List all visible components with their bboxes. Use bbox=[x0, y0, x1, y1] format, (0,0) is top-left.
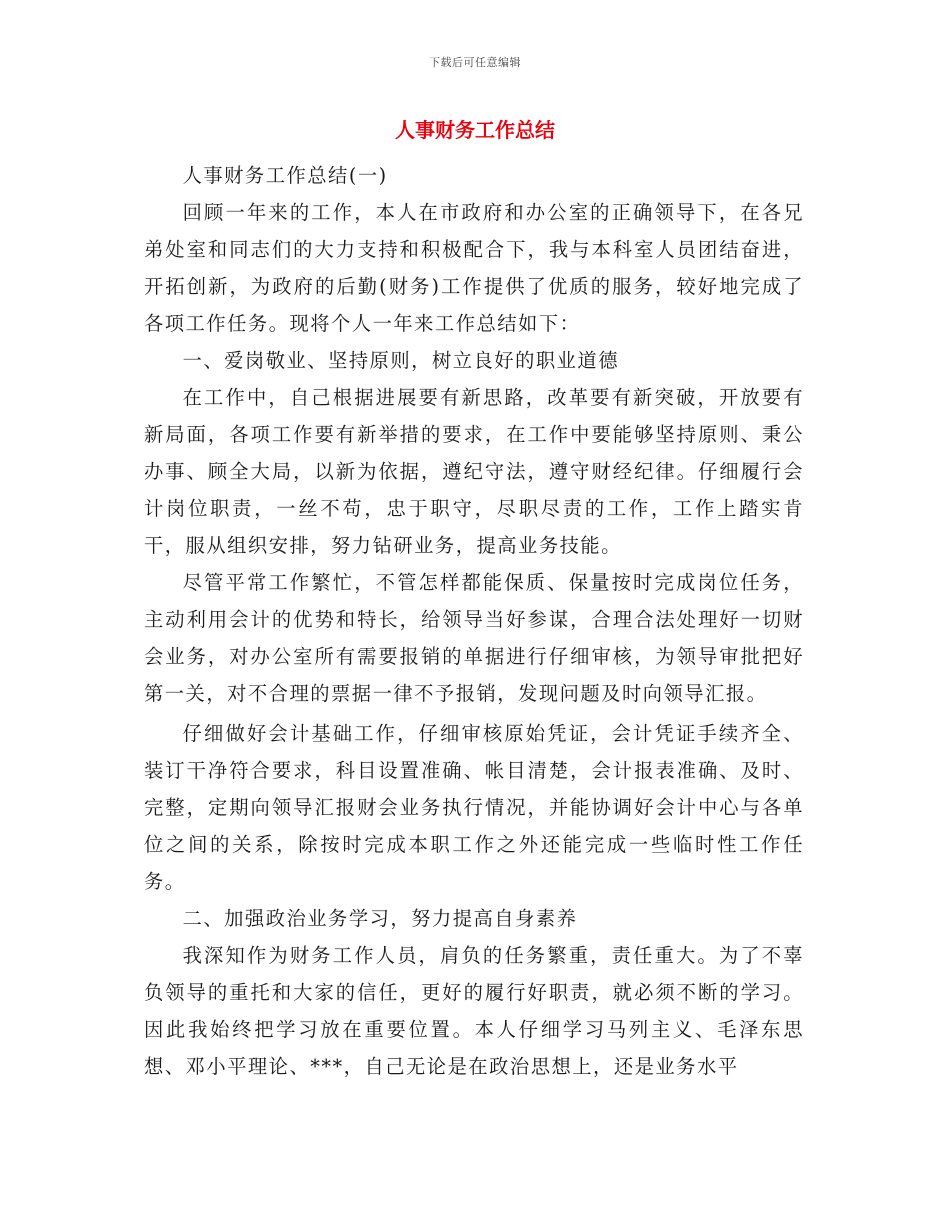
paragraph-intro: 回顾一年来的工作，本人在市政府和办公室的正确领导下，在各兄弟处室和同志们的大力支持和积极配合下，我与本科室人员团结奋进，开拓创新，为政府的后勤(财务)工作提供了优质的服务，较好地完成了各项工作任务。现将个人一年来工作总结如下： bbox=[144, 201, 804, 335]
paragraph-busy-work: 尽管平常工作繁忙，不管怎样都能保质、保量按时完成岗位任务，主动利用会计的优势和特长，给领导当好参谋，合理合法处理好一切财会业务，对办公室所有需要报销的单据进行仔细审核，为领导审批把好第一关，对不合理的票据一律不予报销，发现问题及时向领导汇报。 bbox=[144, 571, 804, 705]
document-body bbox=[144, 157, 804, 1085]
paragraph-accounting-basics: 仔细做好会计基础工作，仔细审核原始凭证，会计凭证手续齐全、装订干净符合要求，科目设置准确、帐目清楚，会计报表准确、及时、完整，定期向领导汇报财会业务执行情况，并能协调好会计中心与各单位之间的关系，除按时完成本职工作之外还能完成一些临时性工作任务。 bbox=[144, 722, 804, 893]
paragraph-work-principles: 在工作中，自己根据进展要有新思路，改革要有新突破，开放要有新局面，各项工作要有新举措的要求，在工作中要能够坚持原则、秉公办事、顾全大局，以新为依据，遵纪守法，遵守财经纪律。仔细履行会计岗位职责，一丝不苟，忠于职守，尽职尽责的工作，工作上踏实肯干，服从组织安排，努力钻研业务，提高业务技能。 bbox=[144, 386, 804, 557]
section-subtitle: 人事财务工作总结(一) bbox=[182, 164, 388, 187]
section-heading-1: 一、爱岗敬业、坚持原则，树立良好的职业道德 bbox=[182, 349, 619, 372]
paragraph-study: 我深知作为财务工作人员，肩负的任务繁重，责任重大。为了不辜负领导的重托和大家的信任，更好的履行好职责，就必须不断的学习。因此我始终把学习放在重要位置。本人仔细学习马列主义、毛泽东思想、邓小平理论、***，自己无论是在政治思想上，还是业务水平 bbox=[144, 944, 804, 1078]
section-heading-2: 二、加强政治业务学习，努力提高自身素养 bbox=[182, 907, 578, 930]
header-note: 下载后可任意编辑 bbox=[429, 56, 521, 69]
document-title: 人事财务工作总结 bbox=[395, 118, 555, 142]
